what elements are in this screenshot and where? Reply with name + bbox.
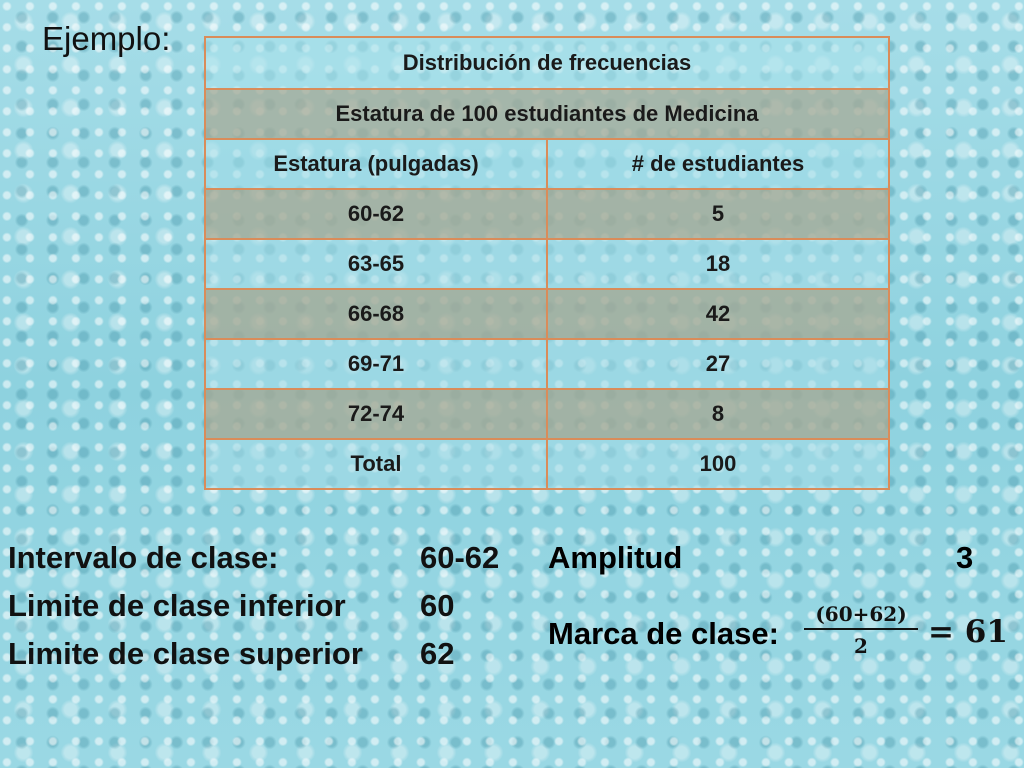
interval-cell: 66-68 [205,289,547,339]
table-row [205,389,889,439]
count-cell: 42 [547,289,889,339]
inferior-label: Limite de clase inferior [8,588,346,623]
table-title-row [205,37,889,89]
class-info [0,540,540,670]
count-cell: 18 [547,239,889,289]
count-cell: 5 [547,189,889,239]
interval-cell: 69-71 [205,339,547,389]
marca-label: Marca de clase: [548,616,779,651]
table-subtitle: Estatura de 100 estudiantes de Medicina [205,89,889,139]
intervalo-label: Intervalo de clase: [8,540,279,575]
table-header-row [205,139,889,189]
slide-heading: Ejemplo: [42,20,171,57]
column-header-estatura: Estatura (pulgadas) [205,139,547,189]
amplitud-value: 3 [956,540,974,575]
interval-cell: 63-65 [205,239,547,289]
table-subtitle-row [205,89,889,139]
total-label-cell: Total [205,439,547,489]
amplitud-label: Amplitud [548,540,683,575]
count-cell: 27 [547,339,889,389]
marca-result: = 61 [928,614,1008,650]
frequency-table [204,36,890,490]
table-row [205,289,889,339]
intervalo-value: 60-62 [420,540,500,575]
fraction-numerator: (60+62) [804,602,918,630]
table-row [205,239,889,289]
table-total-row [205,439,889,489]
table-title: Distribución de frecuencias [205,37,889,89]
interval-cell: 60-62 [205,189,547,239]
count-cell: 8 [547,389,889,439]
inferior-value: 60 [420,588,455,623]
interval-cell: 72-74 [205,389,547,439]
table-row [205,189,889,239]
table-row [205,339,889,389]
marca-fraction [804,602,918,658]
fraction-denominator: 2 [854,634,868,658]
column-header-estudiantes: # de estudiantes [547,139,889,189]
total-count-cell: 100 [547,439,889,489]
superior-value: 62 [420,636,455,671]
superior-label: Limite de clase superior [8,636,363,671]
